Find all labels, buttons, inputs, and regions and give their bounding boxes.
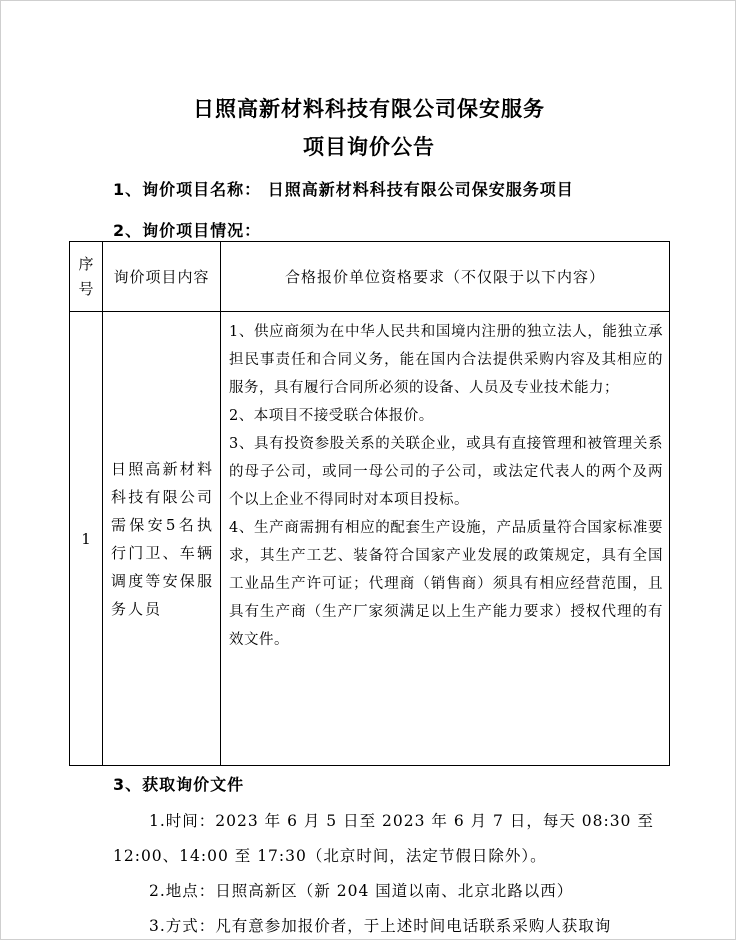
header-seq [70,242,103,312]
header-requirements: 合格报价单位资格要求（不仅限于以下内容） [221,242,670,312]
document-subtitle: 项目询价公告 [303,135,435,159]
method-line: 3.方式：凡有意参加报价者，于上述时间电话联系采购人获取询 [149,917,612,935]
section-project-name-label: 1、询价项目名称： [113,180,262,199]
section-obtain-documents: 3、获取询价文件 [113,775,245,794]
table-header-row [70,242,670,312]
requirement-item: 3、具有投资参股关系的关联企业，或具有直接管理和被管理关系的母子公司，或同一母公司的子公司，或法定代表人的两个及两个以上企业不得同时对本项目投标。 [229,436,663,508]
location-line: 2.地点：日照高新区（新 204 国道以南、北京北路以西） [149,882,574,900]
requirement-item: 2、本项目不接受联合体报价。 [229,408,434,424]
requirement-item: 1、供应商须为在中华人民共和国境内注册的独立法人，能独立承担民事责任和合同义务，能在国内合法提供采购内容及其相应的服务，具有履行合同所必须的设备、人员及专业技术能力； [229,324,663,396]
header-content: 询价项目内容 [103,242,221,312]
time-line-2: 12:00、14:00 至 17:30（北京时间，法定节假日除外）。 [113,847,547,865]
row-seq: 1 [70,312,103,766]
section-project-situation: 2、询价项目情况： [113,221,262,240]
document-title: 日照高新材料科技有限公司保安服务 [193,97,545,121]
section-project-name-value: 日照高新材料科技有限公司保安服务项目 [267,180,574,199]
time-line-1: 1.时间：2023 年 6 月 5 日至 2023 年 6 月 7 日，每天 08:30 至 [149,812,654,830]
table-row [70,312,670,766]
section-project-name [113,177,574,200]
row-requirements [221,312,670,766]
requirement-item: 4、生产商需拥有相应的配套生产设施，产品质量符合国家标准要求，其生产工艺、装备符合国家产业发展的政策规定，具有全国工业品生产许可证；代理商（销售商）须具有相应经营范围，且具有生产商（生产厂家须满足以上生产能力要求）授权代理的有效文件。 [229,520,663,648]
row-content: 日照高新材料科技有限公司需保安5名执行门卫、车辆调度等安保服务人员 [103,312,221,766]
requirements-table [69,241,670,766]
header-seq-text: 序 号 [78,254,94,298]
